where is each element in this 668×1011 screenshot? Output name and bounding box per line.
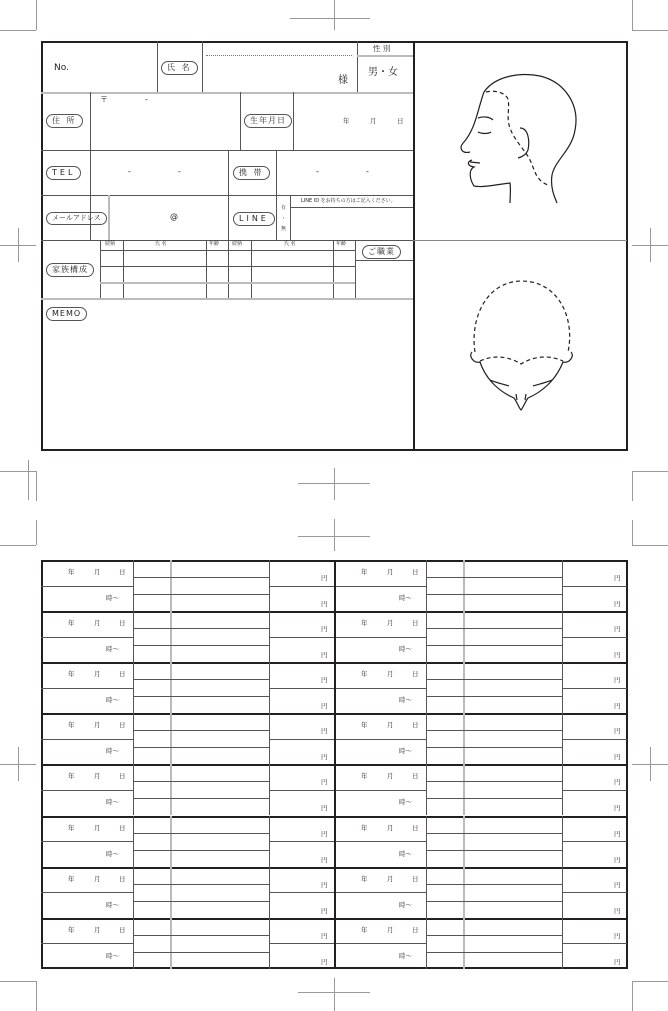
visit-time: 時～ [399,594,412,602]
visit-year: 年 [361,619,368,628]
crop-mark [334,0,335,30]
mobile-label: 携 帯 [233,166,270,180]
visit-entry-field[interactable] [463,713,562,764]
crop-mark [632,981,633,1011]
no-label: No. [54,63,69,73]
col-line [100,240,101,298]
crop-mark [0,471,36,472]
family-header: 続柄 [232,241,243,247]
col-line [426,713,427,764]
row-line [562,892,627,893]
visit-day: 日 [412,568,419,576]
price-yen: 円 [614,753,621,762]
visit-entry-field[interactable] [170,713,269,764]
col-line [426,918,427,969]
visit-year: 年 [68,874,75,883]
birthday-month: 月 [370,117,377,125]
col-line [426,611,427,662]
name-dotted-line [206,55,352,56]
row-line [41,586,133,587]
visit-time: 時～ [399,645,412,654]
row-line [269,841,334,842]
col-line [206,240,207,298]
row-line [334,892,426,893]
row-line [334,688,426,689]
visit-time: 時～ [399,900,412,909]
col-line [108,195,110,240]
col-line [202,41,203,92]
visit-month: 月 [94,721,101,730]
visit-month: 月 [94,568,101,576]
row-line [562,841,627,842]
row-line [41,688,133,689]
visit-year: 年 [361,925,368,934]
row-line [41,739,133,740]
row-line [269,943,334,944]
family-label: 家族構成 [46,263,94,277]
row-line [355,260,413,261]
mobile-dash: - [366,167,369,176]
price-yen: 円 [614,829,621,838]
visit-entry-field[interactable] [463,867,562,918]
visit-month: 月 [387,619,394,628]
memo-label: MEMO [46,307,87,321]
crop-mark [36,471,37,501]
postal-mark: 〒 [100,95,108,104]
col-line [133,662,134,713]
row-line [41,150,413,151]
name-field[interactable] [206,58,352,88]
visit-year: 年 [68,721,75,730]
visit-year: 年 [361,670,368,679]
line-id-note: LINE ID をお持ちの方はご記入ください。 [301,198,396,204]
family-header: 年齢 [209,241,220,247]
visit-time: 時～ [106,594,119,602]
col-line [357,41,358,92]
row-line [357,55,413,57]
row-line [334,739,426,740]
price-yen: 円 [321,829,328,838]
crop-mark [0,981,36,982]
row-line [562,790,627,791]
crop-mark [18,228,19,262]
email-label: メールアドレス [46,212,107,225]
price-yen: 円 [321,600,328,608]
crop-mark [632,981,668,982]
col-line [133,611,134,662]
visit-month: 月 [94,619,101,628]
price-yen: 円 [614,906,621,915]
price-yen: 円 [614,957,621,966]
crop-mark [632,30,668,31]
visit-day: 日 [119,670,126,679]
crop-mark [0,545,36,546]
tel-label: TEL [46,166,81,180]
visit-month: 月 [387,721,394,730]
col-line [426,560,427,611]
visit-month: 月 [94,670,101,679]
visit-day: 日 [412,925,419,934]
price-yen: 円 [321,906,328,915]
price-yen: 円 [321,804,328,813]
row-line [41,637,133,638]
col-line [426,867,427,918]
col-line [426,662,427,713]
price-yen: 円 [321,855,328,864]
visit-day: 日 [412,670,419,679]
price-yen: 円 [321,625,328,634]
family-header: 続柄 [105,241,116,247]
crop-mark [632,471,668,472]
visit-day: 日 [119,874,126,883]
col-line [426,816,427,867]
crop-mark [28,460,29,500]
visit-time: 時～ [106,645,119,654]
visit-day: 日 [119,772,126,781]
col-line [133,816,134,867]
crop-mark [334,468,335,500]
visit-year: 年 [361,568,368,576]
birthday-year: 年 [343,117,350,125]
price-yen: 円 [321,727,328,736]
row-line [562,943,627,944]
row-line [562,688,627,689]
visit-year: 年 [68,823,75,832]
honorific: 様 [338,75,348,86]
price-yen: 円 [614,727,621,736]
row-line [269,892,334,893]
gender-options[interactable]: 男・女 [368,67,398,78]
crop-mark [632,520,633,545]
visit-month: 月 [387,874,394,883]
price-yen: 円 [614,855,621,864]
visit-entry-field[interactable] [463,662,562,713]
price-yen: 円 [614,804,621,813]
price-yen: 円 [614,676,621,685]
visit-month: 月 [94,823,101,832]
row-line [41,92,413,94]
tel-dash: - [178,167,181,176]
row-line [269,586,334,587]
visit-year: 年 [361,772,368,781]
row-line [334,943,426,944]
visit-entry-field[interactable] [170,560,269,611]
visit-month: 月 [387,925,394,934]
col-line [290,195,291,240]
price-yen: 円 [321,753,328,762]
row-line [334,586,426,587]
line-label: LINE [233,212,275,226]
row-line [562,637,627,638]
line-separator: ・ [281,216,287,222]
row-line [41,195,413,196]
price-yen: 円 [614,574,621,582]
col-line [157,41,158,92]
visit-day: 日 [412,874,419,883]
price-yen: 円 [321,651,328,660]
price-yen: 円 [321,702,328,711]
price-yen: 円 [321,574,328,582]
crop-mark [0,30,36,31]
col-line [228,150,229,240]
visit-time: 時～ [106,696,119,705]
head-side-view-icon [413,41,627,241]
row-line [41,240,413,241]
visit-month: 月 [387,823,394,832]
crop-mark [650,747,651,781]
name-label: 氏 名 [161,61,198,75]
email-at: @ [170,212,178,221]
col-line [123,240,124,298]
crop-mark [36,0,37,30]
price-yen: 円 [614,625,621,634]
col-line [133,918,134,969]
visit-time: 時～ [399,849,412,858]
row-line [41,892,133,893]
visit-entry-field[interactable] [170,816,269,867]
row-line [100,266,355,267]
crop-mark [632,471,633,501]
price-yen: 円 [321,957,328,966]
price-yen: 円 [614,651,621,660]
visit-day: 日 [119,721,126,730]
col-line [133,560,134,611]
crop-mark [334,519,335,551]
tel-dash: - [128,167,131,176]
row-line [41,841,133,842]
crop-mark [632,545,668,546]
price-yen: 円 [321,778,328,787]
visit-time: 時～ [399,951,412,960]
visit-month: 月 [94,874,101,883]
col-line [228,240,229,298]
row-line [269,790,334,791]
visit-month: 月 [387,670,394,679]
row-line [100,282,355,284]
visit-time: 時～ [106,951,119,960]
visit-day: 日 [119,925,126,934]
row-line [269,739,334,740]
line-no[interactable]: 無 [281,226,287,232]
col-line [133,764,134,815]
row-line [334,841,426,842]
col-line [240,92,241,150]
visit-year: 年 [68,670,75,679]
birthday-day: 日 [397,117,404,125]
visit-month: 月 [387,568,394,576]
line-yes[interactable]: 有 [281,205,287,211]
visit-day: 日 [119,823,126,832]
visit-year: 年 [361,823,368,832]
col-line [251,240,252,298]
visit-day: 日 [119,568,126,576]
row-line [290,207,413,208]
col-line [293,92,294,150]
visit-day: 日 [412,721,419,730]
row-line [100,250,355,251]
crop-mark [334,978,335,1011]
crop-mark [650,228,651,262]
visit-time: 時～ [399,696,412,705]
col-line [355,240,356,298]
price-yen: 円 [614,600,621,608]
visit-month: 月 [387,772,394,781]
visit-year: 年 [68,925,75,934]
visit-time: 時～ [399,747,412,756]
visit-time: 時～ [106,747,119,756]
crop-mark [632,0,633,30]
address-label: 住 所 [46,114,83,128]
row-line [269,637,334,638]
visit-time: 時～ [106,849,119,858]
price-yen: 円 [321,676,328,685]
visit-month: 月 [94,772,101,781]
birthday-label: 生年月日 [244,114,292,128]
price-yen: 円 [321,880,328,889]
price-yen: 円 [614,880,621,889]
visit-time: 時～ [106,798,119,807]
visit-month: 月 [94,925,101,934]
head-top-view-icon [413,241,627,450]
row-line [334,637,426,638]
row-line [90,195,91,196]
crop-mark [290,18,370,19]
visit-year: 年 [68,619,75,628]
price-yen: 円 [614,702,621,711]
price-yen: 円 [321,931,328,940]
visit-entry-field[interactable] [463,918,562,969]
row-line [562,586,627,587]
crop-mark [18,747,19,781]
col-line [333,240,334,298]
family-header: 年齢 [336,241,347,247]
visit-year: 年 [361,874,368,883]
row-line [562,739,627,740]
price-yen: 円 [614,778,621,787]
visit-entry-field[interactable] [463,611,562,662]
visit-time: 時～ [399,798,412,807]
center-divider [334,560,336,969]
price-yen: 円 [614,931,621,940]
memo-area[interactable] [43,322,411,448]
visit-entry-field[interactable] [170,662,269,713]
row-line [334,790,426,791]
col-line [276,150,277,240]
visit-entry-field[interactable] [170,918,269,969]
postal-dash: - [145,95,148,104]
visit-entry-field[interactable] [170,611,269,662]
visit-year: 年 [361,721,368,730]
visit-day: 日 [412,619,419,628]
visit-year: 年 [68,772,75,781]
visit-entry-field[interactable] [463,560,562,611]
visit-day: 日 [412,823,419,832]
row-line [41,298,413,300]
visit-entry-field[interactable] [463,816,562,867]
visit-time: 時～ [106,900,119,909]
visit-day: 日 [119,619,126,628]
visit-entry-field[interactable] [170,867,269,918]
visit-entry-field[interactable] [170,764,269,815]
crop-mark [36,981,37,1011]
col-line [426,764,427,815]
gender-label: 性 別 [373,44,391,53]
col-line [133,867,134,918]
col-line [133,713,134,764]
family-header: 氏 名 [284,241,296,247]
mobile-dash: - [316,167,319,176]
occupation-label: ご職業 [362,245,401,259]
row-line [41,943,133,944]
crop-mark [36,520,37,545]
visit-year: 年 [68,568,75,576]
family-header: 氏 名 [155,241,167,247]
visit-day: 日 [412,772,419,781]
row-line [269,688,334,689]
row-line [41,790,133,791]
visit-entry-field[interactable] [463,764,562,815]
